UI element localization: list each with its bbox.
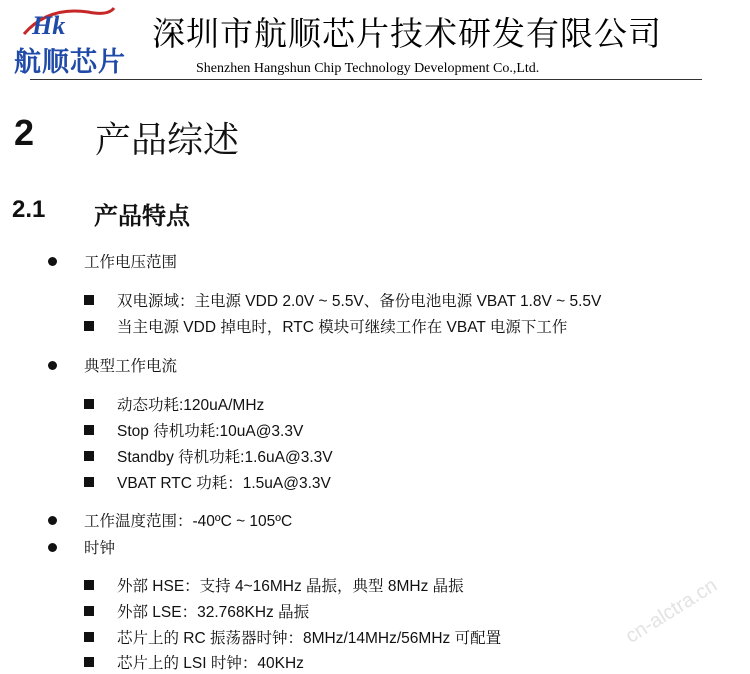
feature-subitem-text: 当主电源 VDD 掉电时，RTC 模块可继续工作在 VBAT 电源下工作	[117, 319, 568, 336]
page-header	[0, 0, 750, 82]
logo-text: 航顺芯片	[14, 47, 126, 78]
feature-label: 典型工作电流	[84, 358, 178, 375]
svg-text:Hk: Hk	[32, 11, 66, 40]
round-bullet-icon	[48, 361, 57, 370]
feature-subitem-text: 芯片上的 RC 振荡器时钟：8MHz/14MHz/56MHz 可配置	[117, 630, 502, 647]
section-title: 产品综述	[95, 120, 240, 161]
logo-mark-icon	[18, 4, 118, 40]
square-bullet-icon	[84, 399, 94, 409]
round-bullet-icon	[48, 543, 57, 552]
feature-subitem-text: 双电源域：主电源 VDD 2.0V ~ 5.5V、备份电池电源 VBAT 1.8V ~ 5.5V	[117, 293, 602, 310]
feature-subitem-text: 动态功耗:120uA/MHz	[117, 397, 265, 414]
company-logo	[4, 4, 132, 76]
feature-label: 工作电压范围	[84, 254, 178, 271]
feature-label: 工作温度范围：-40ºC ~ 105ºC	[84, 513, 293, 530]
section-number: 2	[14, 112, 35, 153]
square-bullet-icon	[84, 606, 94, 616]
square-bullet-icon	[84, 477, 94, 487]
feature-subitem-text: 外部 HSE：支持 4~16MHz 晶振，典型 8MHz 晶振	[117, 578, 464, 595]
square-bullet-icon	[84, 657, 94, 667]
round-bullet-icon	[48, 257, 57, 266]
square-bullet-icon	[84, 425, 94, 435]
square-bullet-icon	[84, 321, 94, 331]
square-bullet-icon	[84, 632, 94, 642]
feature-subitem-text: Standby 待机功耗:1.6uA@3.3V	[117, 449, 333, 466]
subsection-title: 产品特点	[94, 202, 190, 230]
feature-label: 时钟	[84, 540, 116, 557]
company-name-en: Shenzhen Hangshun Chip Technology Development Co.,Ltd.	[196, 61, 540, 76]
header-divider	[30, 79, 702, 80]
square-bullet-icon	[84, 580, 94, 590]
feature-subitem-text: Stop 待机功耗:10uA@3.3V	[117, 423, 304, 440]
square-bullet-icon	[84, 295, 94, 305]
round-bullet-icon	[48, 516, 57, 525]
feature-subitem-text: VBAT RTC 功耗：1.5uA@3.3V	[117, 475, 331, 492]
company-name-cn: 深圳市航顺芯片技术研发有限公司	[152, 14, 662, 53]
square-bullet-icon	[84, 451, 94, 461]
feature-subitem-text: 外部 LSE：32.768KHz 晶振	[117, 604, 310, 621]
feature-subitem-text: 芯片上的 LSI 时钟：40KHz	[117, 655, 304, 672]
subsection-number: 2.1	[12, 196, 46, 223]
watermark: cn-alctra.cn	[621, 574, 722, 648]
